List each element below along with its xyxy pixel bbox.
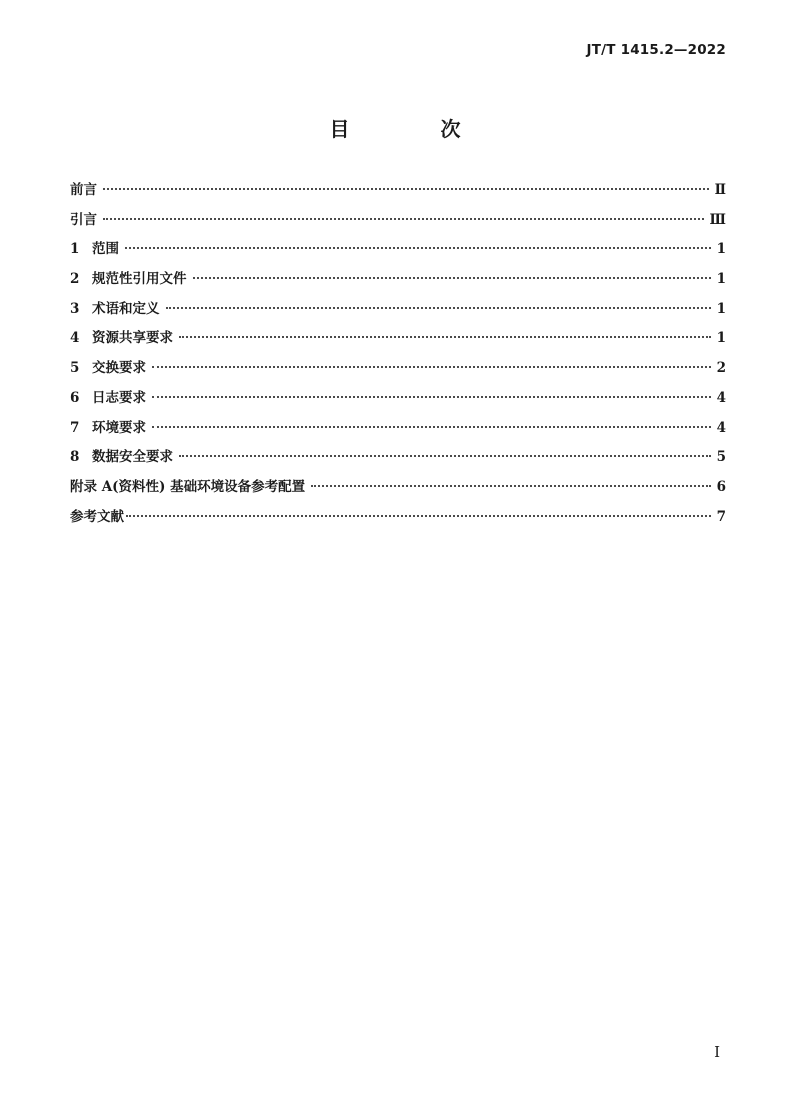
toc-leader-dots: [179, 336, 711, 338]
toc-entry-page: 4: [716, 419, 726, 436]
toc-entry-number: 6: [70, 389, 80, 406]
toc-entry-text: 环境要求: [92, 419, 146, 436]
toc-entry-logging[interactable]: [70, 386, 726, 416]
toc-entry-number: 2: [70, 271, 80, 288]
toc-entry-text: 引言: [70, 211, 97, 228]
toc-entry-text: 交换要求: [92, 360, 146, 377]
toc-entry-foreword[interactable]: [70, 178, 726, 208]
toc-leader-dots: [179, 455, 711, 457]
toc-entry-number: 3: [70, 300, 80, 317]
toc-entry-text: 规范性引用文件: [92, 271, 187, 288]
toc-entry-text: 日志要求: [92, 389, 146, 406]
toc-leader-dots: [126, 515, 711, 517]
toc-entry-text: 前言: [70, 182, 97, 198]
toc-leader-dots: [152, 426, 711, 428]
toc-entry-number: 8: [70, 449, 80, 466]
toc-entry-normative-references[interactable]: [70, 267, 726, 297]
toc-leader-dots: [166, 307, 711, 309]
toc-leader-dots: [125, 247, 711, 249]
toc-entry-environment[interactable]: [70, 416, 726, 446]
toc-entry-text: 参考文献: [70, 508, 124, 525]
toc-leader-dots: [152, 396, 711, 398]
toc-entry-text: 附录 A(资料性) 基础环境设备参考配置: [70, 478, 306, 495]
toc-entry-page: 7: [716, 508, 726, 525]
toc-entry-page: 1: [716, 271, 726, 288]
toc-entry-page: 5: [716, 449, 726, 466]
toc-leader-dots: [311, 485, 710, 487]
toc-entry-page: 6: [716, 478, 726, 495]
toc-entry-text: 术语和定义: [92, 300, 160, 317]
toc-entry-scope[interactable]: [70, 237, 726, 267]
toc-entry-annex-a[interactable]: [70, 475, 726, 505]
toc-leader-dots: [103, 218, 704, 220]
toc-leader-dots: [103, 188, 709, 190]
toc-entry-page: 2: [716, 360, 726, 377]
toc-entry-page: 1: [716, 330, 726, 347]
toc-entry-number: 7: [70, 419, 80, 436]
toc-entry-page: 4: [716, 389, 726, 406]
toc-entry-number: 4: [70, 330, 80, 347]
toc-entry-text: 数据安全要求: [92, 449, 173, 466]
toc-entry-page: 1: [716, 300, 726, 317]
toc-entry-text: 资源共享要求: [92, 330, 173, 347]
toc-leader-dots: [152, 366, 711, 368]
toc-entry-number: 1: [70, 241, 80, 258]
toc-leader-dots: [193, 277, 711, 279]
table-of-contents: [70, 178, 726, 534]
toc-entry-terms-definitions[interactable]: [70, 297, 726, 327]
toc-entry-data-security[interactable]: [70, 445, 726, 475]
toc-entry-page: Ⅱ: [714, 182, 726, 198]
toc-title: 目 次: [329, 117, 503, 141]
toc-entry-resource-sharing[interactable]: [70, 326, 726, 356]
toc-entry-number: 5: [70, 360, 80, 377]
toc-entry-page: 1: [716, 241, 726, 258]
toc-entry-introduction[interactable]: [70, 208, 726, 238]
toc-entry-page: Ⅲ: [709, 211, 726, 228]
toc-entry-text: 范围: [92, 241, 119, 258]
page-number: Ⅰ: [714, 1043, 720, 1061]
toc-entry-bibliography[interactable]: [70, 505, 726, 535]
toc-entry-exchange[interactable]: [70, 356, 726, 386]
standard-number: JT/T 1415.2—2022: [586, 42, 726, 58]
